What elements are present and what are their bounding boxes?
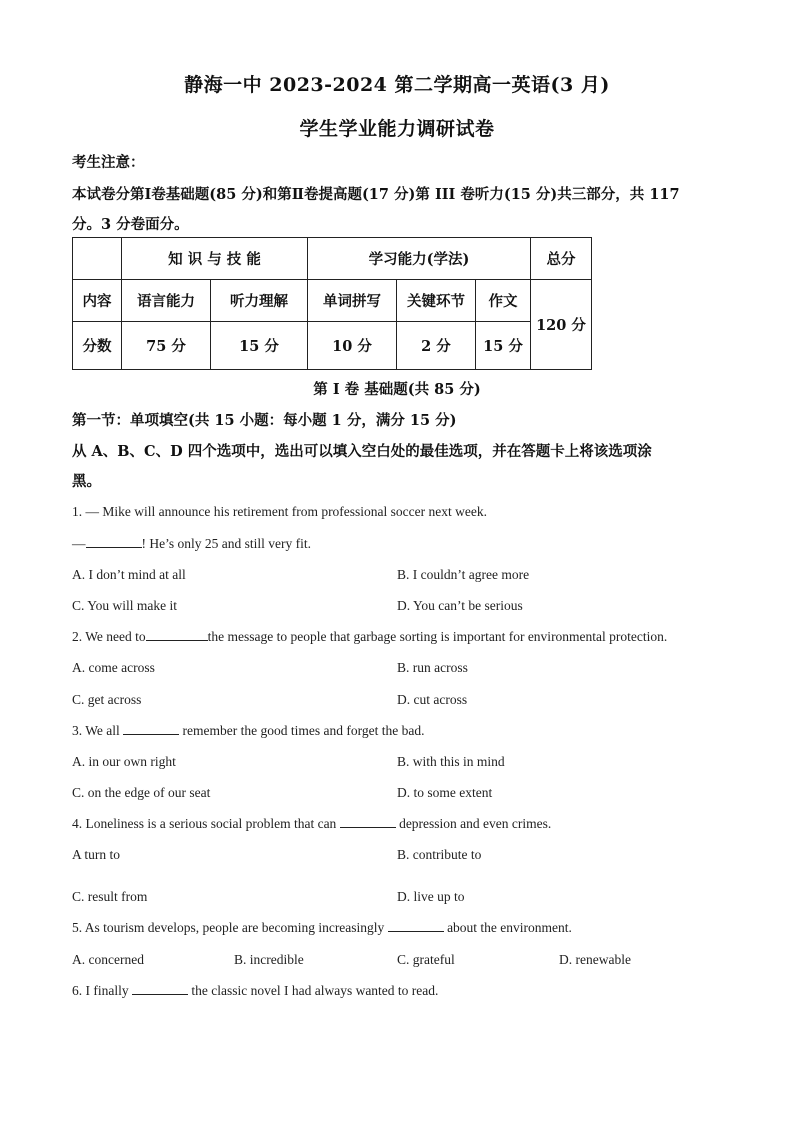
option-d: D. live up to [397, 889, 465, 904]
option-c: C. grateful [397, 952, 455, 967]
notice-text-line1: 本试卷分第Ⅰ卷基础题(85 分)和第Ⅱ卷提高题(17 分)第 III 卷听力(15 分)共三部分，共 117 [72, 186, 680, 203]
stem-text: 5. As tourism develops, people are becoming increasingly [72, 920, 385, 935]
table-col-header: 单词拼写 [308, 280, 397, 322]
table-total-value: 120 分 [531, 280, 592, 370]
stem-text: depression and even crimes. [399, 816, 552, 831]
question-stem [72, 920, 572, 936]
table-score-cell: 10 分 [308, 322, 397, 370]
table-group-knowledge: 知 识 与 技 能 [122, 238, 308, 280]
question-stem [72, 629, 667, 645]
instruction-line1: 从 A、B、C、D 四个选项中，选出可以填入空白处的最佳选项，并在答题卡上将该选项涂 [72, 443, 652, 460]
table-total-label: 总分 [531, 238, 592, 280]
section-title: 第 I 卷 基础题(共 85 分) [313, 381, 481, 398]
option-a: A turn to [72, 847, 121, 862]
option-b: B. with this in mind [397, 754, 505, 769]
stem-text: 3. We all [72, 723, 120, 738]
option-d: D. cut across [397, 692, 468, 707]
stem-text: 4. Loneliness is a serious social problem that can [72, 816, 337, 831]
option-a: A. come across [72, 660, 155, 675]
answer-blank [132, 994, 188, 995]
question-stem [72, 816, 551, 832]
option-b: B. contribute to [397, 847, 482, 862]
notice-text-line2: 分。3 分卷面分。 [72, 216, 189, 233]
stem-text: 6. I finally [72, 983, 129, 998]
table-row-label-score: 分数 [73, 322, 122, 370]
table-corner-cell [73, 238, 122, 280]
table-col-header: 作文 [476, 280, 531, 322]
table-col-header: 语言能力 [122, 280, 211, 322]
table-col-header: 关键环节 [397, 280, 476, 322]
stem-text: the classic novel I had always wanted to read. [191, 983, 439, 998]
exam-subtitle: 学生学业能力调研试卷 [299, 118, 495, 140]
option-d: D. renewable [559, 952, 631, 967]
part-heading: 第一节：单项填空(共 15 小题：每小题 1 分，满分 15 分) [72, 412, 457, 429]
question-stem [72, 723, 424, 739]
answer-blank [146, 640, 208, 641]
answer-blank [86, 547, 142, 548]
score-table [72, 237, 592, 370]
option-a: A. I don’t mind at all [72, 567, 186, 582]
table-score-cell: 15 分 [476, 322, 531, 370]
option-d: D. to some extent [397, 785, 493, 800]
table-group-learning: 学习能力(学法) [308, 238, 531, 280]
option-d: D. You can’t be serious [397, 598, 523, 613]
table-score-cell: 15 分 [211, 322, 308, 370]
option-c: C. result from [72, 889, 148, 904]
stem-text: — [72, 536, 86, 551]
option-a: A. concerned [72, 952, 144, 967]
question-stem [72, 983, 438, 999]
exam-title: 静海一中 2023-2024 第二学期高一英语(3 月) [184, 74, 610, 96]
stem-text: remember the good times and forget the bad. [182, 723, 425, 738]
stem-text: the message to people that garbage sorting is important for environmental protection. [207, 629, 668, 644]
stem-text: about the environment. [447, 920, 572, 935]
answer-blank [123, 734, 179, 735]
option-b: B. I couldn’t agree more [397, 567, 530, 582]
option-a: A. in our own right [72, 754, 176, 769]
question-stem [72, 536, 311, 552]
option-b: B. run across [397, 660, 468, 675]
table-row-label-content: 内容 [73, 280, 122, 322]
table-score-cell: 2 分 [397, 322, 476, 370]
answer-blank [340, 827, 396, 828]
instruction-line2: 黑。 [72, 473, 101, 490]
stem-text: ! He’s only 25 and still very fit. [141, 536, 311, 551]
option-c: C. You will make it [72, 598, 178, 613]
notice-label: 考生注意： [72, 154, 145, 171]
table-score-cell: 75 分 [122, 322, 211, 370]
question-stem: 1. — Mike will announce his retirement from professional soccer next week. [72, 504, 487, 519]
option-c: C. get across [72, 692, 142, 707]
answer-blank [388, 931, 444, 932]
table-col-header: 听力理解 [211, 280, 308, 322]
option-b: B. incredible [234, 952, 304, 967]
stem-text: 2. We need to [72, 629, 146, 644]
option-c: C. on the edge of our seat [72, 785, 211, 800]
